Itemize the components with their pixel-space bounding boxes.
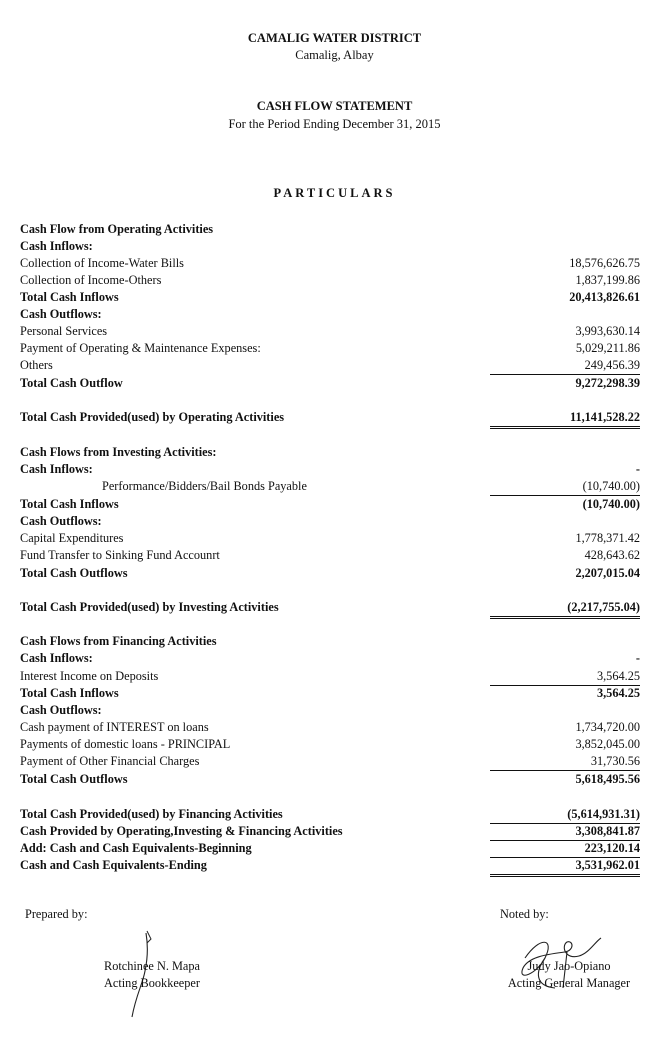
row-label: Cash Inflows:: [20, 651, 93, 665]
row-amount: 2,207,015.04: [575, 566, 640, 580]
row-label: Total Cash Outflow: [20, 376, 123, 390]
row-amount: (5,614,931.31): [490, 806, 640, 824]
preparer-signature: [118, 925, 168, 1025]
row-amount: 3,308,841.87: [490, 823, 640, 841]
noter-title: Acting General Manager: [507, 976, 631, 990]
row-label: Performance/Bidders/Bail Bonds Payable: [102, 479, 307, 493]
statement-row: [20, 668, 650, 685]
statement-row: [20, 323, 650, 340]
row-amount: (10,740.00): [490, 478, 640, 496]
row-amount: 1,837,199.86: [575, 273, 640, 287]
statement-row: [20, 272, 650, 289]
row-amount: 3,564.25: [490, 668, 640, 686]
row-label: Cash Flow from Operating Activities: [20, 222, 214, 236]
row-amount: 11,141,528.22: [490, 409, 640, 429]
row-label: Payment of Other Financial Charges: [20, 754, 200, 768]
row-amount: 1,778,371.42: [575, 531, 640, 545]
row-label: Collection of Income-Others: [20, 273, 162, 287]
row-amount: 5,029,211.86: [575, 341, 640, 355]
row-amount: 9,272,298.39: [575, 376, 640, 390]
statement-title: CASH FLOW STATEMENT: [256, 99, 413, 113]
row-amount: 223,120.14: [490, 840, 640, 858]
statement-row: [20, 719, 650, 736]
row-label: Fund Transfer to Sinking Fund Accounrt: [20, 548, 220, 562]
row-amount: 249,456.39: [490, 357, 640, 375]
statement-row: [20, 375, 650, 392]
row-amount: 428,643.62: [584, 548, 640, 562]
row-label: Total Cash Inflows: [20, 290, 119, 304]
statement-row: [20, 650, 650, 667]
row-amount: -: [635, 651, 640, 665]
row-label: Cash Inflows:: [20, 239, 93, 253]
statement-row: [20, 340, 650, 357]
statement-row: [20, 478, 650, 495]
statement-row: [20, 289, 650, 306]
row-label: Total Cash Provided(used) by Financing Activities: [20, 807, 283, 821]
row-label: Collection of Income-Water Bills: [20, 256, 184, 270]
preparer-title: Acting Bookkeeper: [104, 976, 200, 990]
statement-row: [20, 444, 650, 461]
statement-row: [20, 221, 650, 238]
statement-row: [20, 513, 650, 530]
row-amount: 3,993,630.14: [575, 324, 640, 338]
statement-row: [20, 753, 650, 770]
row-label: Personal Services: [20, 324, 108, 338]
statement-row: [20, 599, 650, 616]
row-label: Total Cash Outflows: [20, 772, 128, 786]
row-amount: (2,217,755.04): [490, 599, 640, 619]
statement-period: For the Period Ending December 31, 2015: [228, 117, 441, 131]
row-label: Add: Cash and Cash Equivalents-Beginning: [20, 841, 252, 855]
row-amount: 5,618,495.56: [575, 772, 640, 786]
row-label: Cash Flows from Financing Activities: [20, 634, 217, 648]
row-label: Total Cash Inflows: [20, 686, 119, 700]
row-label: Capital Expenditures: [20, 531, 124, 545]
statement-row: [20, 702, 650, 719]
statement-row: [20, 685, 650, 702]
statement-row: [20, 530, 650, 547]
row-amount: 3,564.25: [596, 686, 640, 700]
statement-row: [20, 565, 650, 582]
row-amount: 31,730.56: [490, 753, 640, 771]
row-amount: -: [635, 462, 640, 476]
organization-name: CAMALIG WATER DISTRICT: [247, 31, 422, 45]
prepared-by-label: Prepared by:: [25, 907, 88, 921]
statement-row: [20, 357, 650, 374]
statement-row: [20, 806, 650, 823]
row-label: Cash payment of INTEREST on loans: [20, 720, 209, 734]
row-amount: 18,576,626.75: [569, 256, 640, 270]
row-label: Cash and Cash Equivalents-Ending: [20, 858, 207, 872]
row-label: Total Cash Provided(used) by Operating Activities: [20, 410, 285, 424]
row-label: Total Cash Outflows: [20, 566, 128, 580]
row-label: Cash Inflows:: [20, 462, 93, 476]
preparer-name: Rotchinee N. Mapa: [104, 959, 200, 973]
row-amount: 3,531,962.01: [490, 857, 640, 877]
statement-row: [20, 461, 650, 478]
row-amount: (10,740.00): [582, 497, 640, 511]
statement-row: [20, 306, 650, 323]
row-label: Interest Income on Deposits: [20, 669, 159, 683]
statement-row: [20, 255, 650, 272]
row-label: Cash Provided by Operating,Investing & Financing Activities: [20, 824, 343, 838]
row-label: Total Cash Inflows: [20, 497, 119, 511]
noter-name: Judy Jao-Opiano: [527, 959, 611, 973]
row-label: Others: [20, 358, 53, 372]
row-amount: 3,852,045.00: [575, 737, 640, 751]
statement-row: [20, 736, 650, 753]
statement-row: [20, 547, 650, 564]
row-label: Total Cash Provided(used) by Investing Activities: [20, 600, 279, 614]
row-amount: 20,413,826.61: [569, 290, 640, 304]
statement-row: [20, 409, 650, 426]
statement-row: [20, 496, 650, 513]
statement-row: [20, 840, 650, 857]
column-header-particulars: PARTICULARS: [273, 186, 396, 200]
row-label: Cash Outflows:: [20, 703, 102, 717]
statement-row: [20, 238, 650, 255]
row-label: Cash Flows from Investing Activities:: [20, 445, 217, 459]
statement-row: [20, 857, 650, 874]
row-label: Cash Outflows:: [20, 514, 102, 528]
noted-by-label: Noted by:: [500, 907, 549, 921]
row-label: Cash Outflows:: [20, 307, 102, 321]
row-label: Payment of Operating & Maintenance Expenses:: [20, 341, 261, 355]
organization-city: Camalig, Albay: [295, 48, 374, 62]
statement-row: [20, 823, 650, 840]
statement-row: [20, 633, 650, 650]
row-amount: 1,734,720.00: [575, 720, 640, 734]
statement-row: [20, 771, 650, 788]
row-label: Payments of domestic loans - PRINCIPAL: [20, 737, 231, 751]
